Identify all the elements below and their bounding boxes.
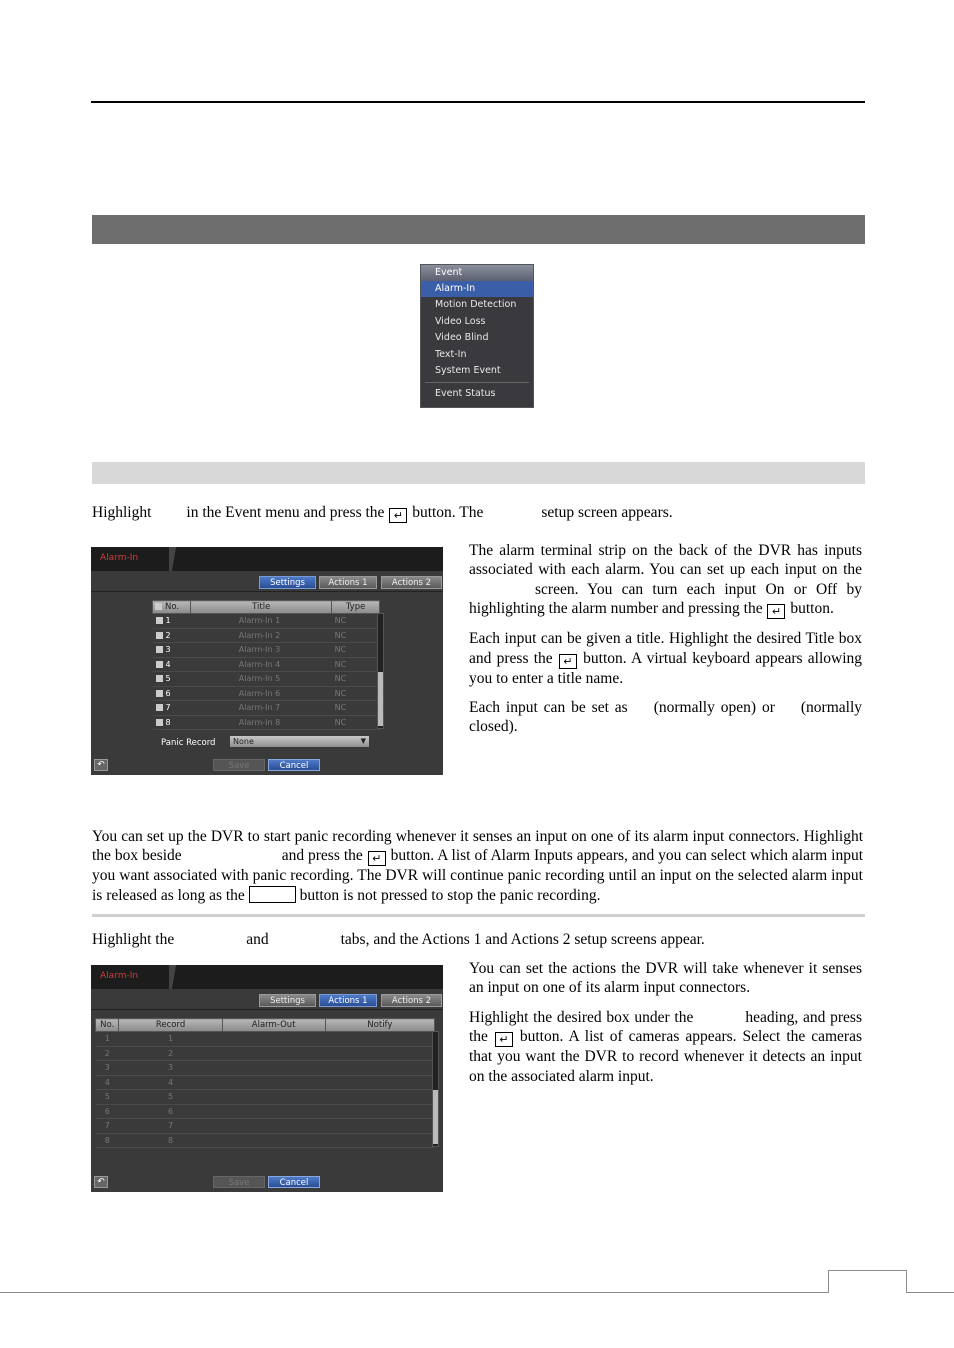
panic-record-label: Panic Record [161, 738, 216, 748]
row-checkbox[interactable] [156, 646, 163, 653]
subsection-heading-bar [92, 462, 865, 484]
col-no[interactable]: No. [96, 1019, 119, 1032]
table-row[interactable] [96, 1133, 435, 1148]
row-number: 7 [96, 1119, 119, 1134]
row-title[interactable]: Alarm-In 6 [191, 686, 332, 701]
alarm-table [152, 600, 380, 730]
tab-settings[interactable]: Settings [259, 576, 316, 589]
actions-description: You can set the actions the DVR will take whenever it senses an input on one of its alarm input connectors. Highlight the desired box under the heading, and press the ↵ button. A list of cameras appears. Select the cameras that you want the DVR to record whenever it detects an input on the associated alarm input. [469, 960, 862, 1085]
row-number: 5 [96, 1090, 119, 1105]
alarm-in-actions-screen [91, 965, 443, 1192]
row-checkbox[interactable] [156, 661, 163, 668]
row-number: 1 [96, 1032, 119, 1047]
table-row[interactable] [153, 701, 380, 716]
row-notify[interactable] [325, 1032, 434, 1047]
section-divider [92, 914, 865, 917]
back-icon[interactable]: ↶ [94, 1176, 108, 1188]
header-rule [91, 101, 865, 103]
row-checkbox[interactable] [156, 675, 163, 682]
row-alarm-out[interactable] [222, 1104, 325, 1119]
menu-item-event-status[interactable]: Event Status [435, 388, 496, 400]
row-number[interactable]: 7 [153, 701, 191, 716]
table-row[interactable] [96, 1032, 435, 1047]
cancel-button[interactable]: Cancel [268, 1176, 320, 1188]
row-type[interactable]: NC [332, 672, 380, 687]
row-notify[interactable] [325, 1046, 434, 1061]
row-checkbox[interactable] [156, 719, 163, 726]
save-button[interactable]: Save [213, 759, 265, 771]
window-title: Alarm-In [100, 553, 139, 563]
event-menu-header: Event [421, 265, 533, 281]
page-number-box [828, 1270, 907, 1293]
row-alarm-out[interactable] [222, 1075, 325, 1090]
col-type[interactable]: Type [332, 601, 380, 614]
row-notify[interactable] [325, 1119, 434, 1134]
footer-rule [0, 1292, 954, 1293]
row-record[interactable]: 7 [119, 1119, 222, 1134]
row-checkbox[interactable] [156, 704, 163, 711]
row-record[interactable]: 2 [119, 1046, 222, 1061]
row-checkbox[interactable] [156, 632, 163, 639]
menu-separator [425, 382, 529, 383]
tab-settings[interactable]: Settings [259, 994, 316, 1007]
table-row[interactable] [153, 657, 380, 672]
enter-icon: ↵ [767, 604, 785, 619]
row-title[interactable]: Alarm-In 3 [191, 643, 332, 658]
row-number: 4 [96, 1075, 119, 1090]
row-alarm-out[interactable] [222, 1119, 325, 1134]
enter-icon: ↵ [389, 508, 407, 523]
col-notify[interactable]: Notify [325, 1019, 434, 1032]
intro-line: Highlight in the Event menu and press the ↵ button. The setup screen appears. [92, 504, 673, 522]
row-number[interactable]: 8 [153, 715, 191, 730]
row-number: 8 [96, 1133, 119, 1148]
cancel-button[interactable]: Cancel [268, 759, 320, 771]
row-alarm-out[interactable] [222, 1061, 325, 1076]
table-row[interactable] [96, 1104, 435, 1119]
save-button[interactable]: Save [213, 1176, 265, 1188]
section-heading-bar [92, 215, 865, 244]
row-number[interactable]: 2 [153, 628, 191, 643]
menu-item-motion-detection[interactable]: Motion Detection [435, 299, 517, 311]
tab-actions-1[interactable]: Actions 1 [319, 994, 377, 1007]
scrollbar[interactable] [377, 613, 384, 729]
enter-icon: ↵ [559, 654, 577, 669]
row-number: 6 [96, 1104, 119, 1119]
table-row[interactable] [96, 1046, 435, 1061]
row-alarm-out[interactable] [222, 1133, 325, 1148]
row-notify[interactable] [325, 1133, 434, 1148]
back-icon[interactable]: ↶ [94, 759, 108, 771]
row-alarm-out[interactable] [222, 1046, 325, 1061]
panic-record-dropdown[interactable]: None ▼ [230, 736, 369, 747]
table-row[interactable] [153, 628, 380, 643]
alarm-in-settings-screen [91, 547, 443, 775]
menu-item-video-loss[interactable]: Video Loss [435, 315, 486, 327]
row-number: 3 [96, 1061, 119, 1076]
row-title[interactable]: Alarm-In 4 [191, 657, 332, 672]
table-row[interactable] [153, 614, 380, 629]
actions-intro-line: Highlight the and tabs, and the Actions 1 and Actions 2 setup screens appear. [92, 931, 705, 948]
table-row[interactable] [153, 715, 380, 730]
window-title: Alarm-In [100, 971, 139, 981]
col-record[interactable]: Record [119, 1019, 222, 1032]
row-number[interactable]: 3 [153, 643, 191, 658]
select-all-checkbox[interactable] [155, 603, 162, 610]
table-row[interactable] [96, 1061, 435, 1076]
row-type[interactable]: NC [332, 701, 380, 716]
menu-item-video-blind[interactable]: Video Blind [435, 332, 489, 344]
table-row[interactable] [96, 1090, 435, 1105]
col-no[interactable]: No. [153, 601, 191, 614]
table-row[interactable] [153, 672, 380, 687]
menu-item-system-event[interactable]: System Event [435, 364, 501, 376]
row-notify[interactable] [325, 1075, 434, 1090]
settings-description: The alarm terminal strip on the back of the DVR has inputs associated with each alarm. You can set up each input on thescreen. You can turn each input On or Off by highlighting the alarm number and pressing the ↵ button. Each input can be given a title. Highlight the desired Title box and press the ↵ button. A virtual keyboard appears allowing you to enter a title name. Each input can be set as (normally open) or (normally closed). [469, 542, 863, 736]
row-record[interactable]: 8 [119, 1133, 222, 1148]
row-notify[interactable] [325, 1104, 434, 1119]
row-title[interactable]: Alarm-In 1 [191, 614, 332, 629]
actions-table [95, 1018, 435, 1148]
enter-icon: ↵ [495, 1032, 513, 1047]
row-notify[interactable] [325, 1090, 434, 1105]
menu-item-alarm-in[interactable]: Alarm-In [421, 281, 533, 297]
table-row[interactable] [153, 643, 380, 658]
row-alarm-out[interactable] [222, 1090, 325, 1105]
row-type[interactable]: NC [332, 715, 380, 730]
row-type[interactable]: NC [332, 614, 380, 629]
table-row[interactable] [153, 686, 380, 701]
row-notify[interactable] [325, 1061, 434, 1076]
row-record[interactable]: 6 [119, 1104, 222, 1119]
row-title[interactable]: Alarm-In 7 [191, 701, 332, 716]
row-record[interactable]: 4 [119, 1075, 222, 1090]
row-title[interactable]: Alarm-In 8 [191, 715, 332, 730]
row-number[interactable]: 5 [153, 672, 191, 687]
row-record[interactable]: 1 [119, 1032, 222, 1047]
tab-actions-2[interactable]: Actions 2 [381, 576, 442, 589]
row-number[interactable]: 4 [153, 657, 191, 672]
row-checkbox[interactable] [156, 617, 163, 624]
row-type[interactable]: NC [332, 628, 380, 643]
chevron-down-icon: ▼ [360, 737, 366, 745]
row-checkbox[interactable] [156, 690, 163, 697]
event-menu [420, 264, 534, 408]
enter-icon: ↵ [368, 851, 386, 866]
col-title[interactable]: Title [191, 601, 332, 614]
table-row[interactable] [96, 1075, 435, 1090]
row-record[interactable]: 3 [119, 1061, 222, 1076]
row-number[interactable]: 1 [153, 614, 191, 629]
panic-description: You can set up the DVR to start panic recording whenever it senses an input on one of its alarm input connectors. Highlight the box beside and press the ↵ button. A list of Alarm Inputs appears, and you can select which alarm input you want associated with panic recording. The DVR will continue panic recording until an input on the selected alarm input is released as long as the button is not pressed to stop the panic recording. [92, 828, 864, 904]
row-record[interactable]: 5 [119, 1090, 222, 1105]
row-title[interactable]: Alarm-In 2 [191, 628, 332, 643]
table-row[interactable] [96, 1119, 435, 1134]
stop-button-symbol [249, 886, 296, 903]
row-type[interactable]: NC [332, 643, 380, 658]
row-number[interactable]: 6 [153, 686, 191, 701]
row-number: 2 [96, 1046, 119, 1061]
row-type[interactable]: NC [332, 657, 380, 672]
col-alarm-out[interactable]: Alarm-Out [222, 1019, 325, 1032]
menu-item-text-in[interactable]: Text-In [435, 348, 467, 360]
row-alarm-out[interactable] [222, 1032, 325, 1047]
tab-actions-2[interactable]: Actions 2 [381, 994, 442, 1007]
tab-actions-1[interactable]: Actions 1 [319, 576, 377, 589]
row-type[interactable]: NC [332, 686, 380, 701]
scrollbar[interactable] [432, 1031, 439, 1147]
row-title[interactable]: Alarm-In 5 [191, 672, 332, 687]
